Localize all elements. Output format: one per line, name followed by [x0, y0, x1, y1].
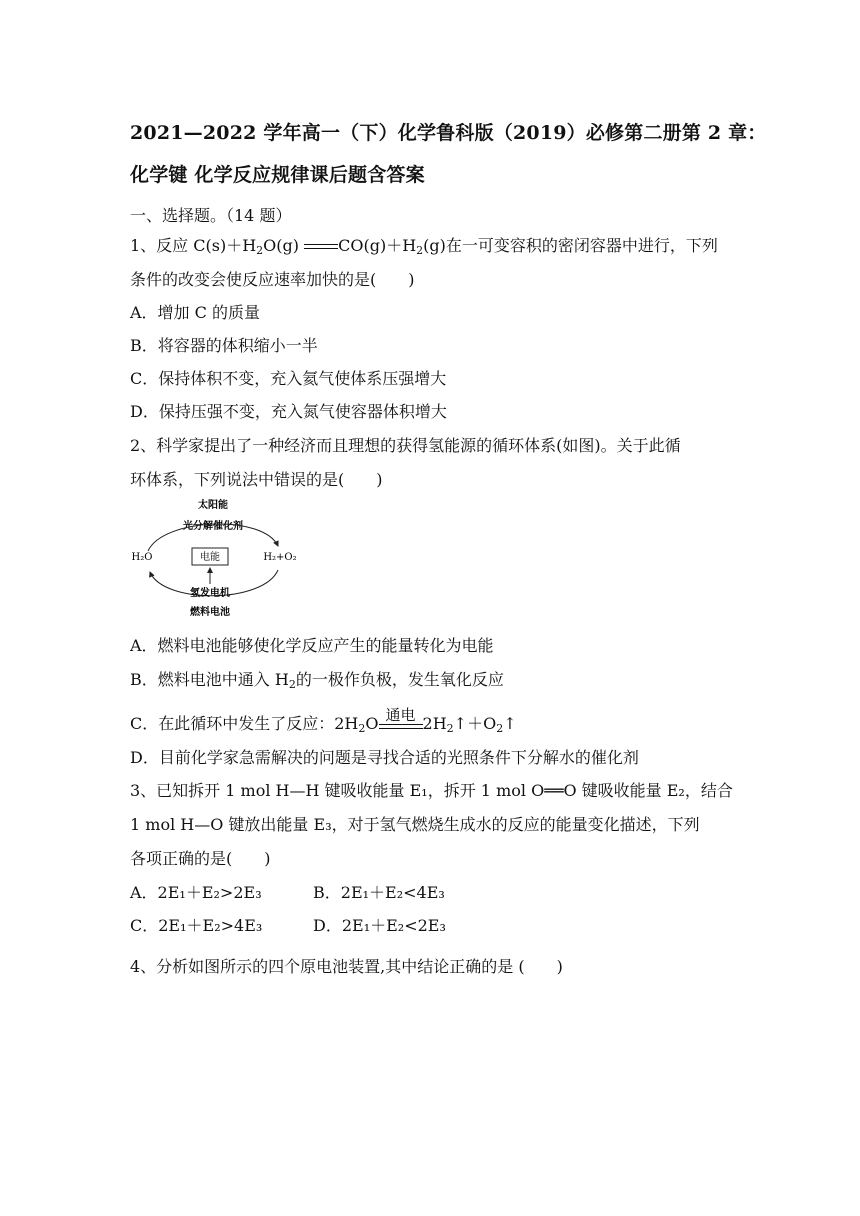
- q1-stem-line1: 1、反应 $C(s)+H_2O(g)$ $CO(g)+H_2(g)$在一可变容积的密闭容器中进行，下列: [130, 236, 718, 257]
- q1-option-b: B．将容器的体积缩小一半: [130, 336, 318, 355]
- diagram-left-label: H₂O: [131, 552, 153, 563]
- q3-option-c: C．2E₁＋E₂>4E₃: [130, 916, 263, 935]
- doc-title-line2: 化学键 化学反应规律课后题含答案: [130, 164, 425, 186]
- q3-stem-line2: 1 mol H—O 键放出能量 E₃，对于氢气燃烧生成水的反应的能量变化描述，下列: [130, 815, 700, 834]
- q3-option-d: D．2E₁＋E₂<2E₃: [313, 916, 446, 935]
- q3-option-a: A．2E₁＋E₂>2E₃: [130, 883, 262, 902]
- diagram-bottom-label1: 氢发电机: [190, 588, 230, 599]
- q1-option-d: D．保持压强不变，充入氮气使容器体积增大: [130, 402, 447, 421]
- q3-stem-line3: 各项正确的是( ): [130, 849, 271, 868]
- diagram-catalyst-label: 光分解催化剂: [183, 521, 243, 532]
- q3-option-b: B．2E₁＋E₂<4E₃: [313, 883, 445, 902]
- section-heading: 一、选择题。（14 题）: [130, 206, 292, 225]
- diagram-right-label: H₂+O₂: [263, 552, 297, 563]
- q4-stem: 4、分析如图所示的四个原电池装置,其中结论正确的是 ( ): [130, 957, 563, 976]
- electrolysis-condition: 通电: [379, 718, 423, 732]
- q2-stem-line2: 环体系，下列说法中错误的是( ): [130, 470, 383, 489]
- diagram-center-label: 电能: [200, 552, 220, 563]
- equilibrium-sign-icon: [304, 241, 338, 253]
- diagram-bottom-label2: 燃料电池: [190, 607, 230, 618]
- q2-stem-line1: 2、科学家提出了一种经济而且理想的获得氢能源的循环体系(如图)。关于此循: [130, 436, 681, 455]
- q1-stem-line2: 条件的改变会使反应速率加快的是( ): [130, 270, 415, 289]
- q1-option-a: A．增加 C 的质量: [130, 303, 260, 322]
- q2-option-c: C．在此循环中发生了反应：$2H_2O$ 通电 $2H_2↑+O_2↑$: [130, 705, 517, 735]
- q2-option-d: D．目前化学家急需解决的问题是寻找合适的光照条件下分解水的催化剂: [130, 748, 639, 767]
- hydrogen-cycle-diagram: [128, 496, 298, 618]
- q1-option-c: C．保持体积不变，充入氦气使体系压强增大: [130, 369, 447, 388]
- doc-title-line1: 2021—2022 学年高一（下）化学鲁科版（2019）必修第二册第 2 章：: [130, 122, 767, 144]
- q2-option-a: A．燃料电池能够使化学反应产生的能量转化为电能: [130, 636, 494, 655]
- q2-option-b: B．燃料电池中通入 $H_2$的一极作负极，发生氧化反应: [130, 670, 504, 691]
- q3-stem-line1: 3、已知拆开 1 mol H—H 键吸收能量 E₁，拆开 1 mol O══O 键吸收能量 E₂，结合: [130, 781, 733, 800]
- diagram-top-label: 太阳能: [198, 500, 228, 511]
